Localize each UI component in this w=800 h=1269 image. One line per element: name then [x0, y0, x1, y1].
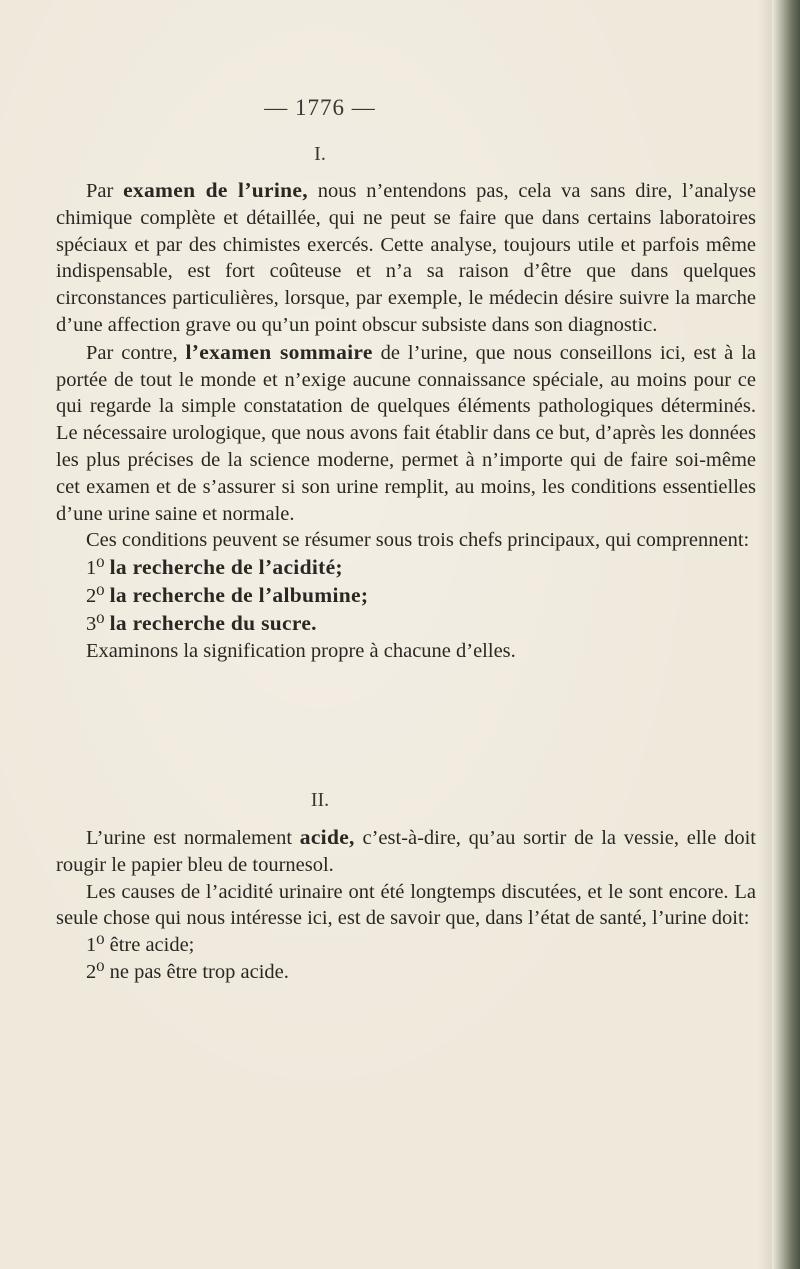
list-item	[56, 554, 756, 582]
item-text: la recherche de l’albumine;	[109, 582, 369, 607]
bold-term: acide,	[299, 825, 355, 849]
paragraph	[56, 177, 756, 339]
paragraph: Les causes de l’acidité urinaire ont été longtemps discutées, et le sont encore. La seule chose qui nous intéresse ici, est de savoir que, dans l’état de santé, l’urine doit:	[56, 880, 756, 930]
paragraph-text: de l’urine, que nous conseillons ici, est à la portée de tout le monde et n’exige aucune connaissance spéciale, au moins pour ce qui regarde la simple constatation de quelques éléments pathologiques déterminés. Le nécessaire urologique, que nous avons fait établir dans ce but, d’après les données les plus précises de la science moderne, permet à n’importe qui de faire soi-même cet examen et de s’assurer si son urine remplit, au moins, les conditions essentielles d’une urine saine et normale.	[56, 341, 756, 525]
paragraph: Ces conditions peuvent se résumer sous trois chefs principaux, qui comprennent:	[86, 529, 750, 552]
section-numeral-1: I.	[314, 143, 326, 165]
page-number: — 1776 —	[264, 95, 376, 120]
paragraph	[56, 824, 756, 879]
item-number: 1⁰	[86, 557, 110, 580]
item-text: être acide;	[109, 934, 195, 957]
list-item	[56, 932, 756, 959]
list-item	[56, 959, 756, 986]
paragraph: Examinons la signification propre à chacune d’elles.	[86, 639, 516, 662]
paragraph-lead: Par	[86, 180, 124, 202]
paragraph-lead: Par contre,	[86, 341, 186, 364]
section-numeral-2: II.	[310, 789, 330, 811]
page-edge-shadow	[772, 0, 800, 1269]
item-text: la recherche du sucre.	[109, 610, 317, 635]
item-number: 2⁰	[86, 584, 110, 607]
paragraph	[56, 339, 756, 528]
section-1-body	[56, 177, 756, 664]
item-number: 1⁰	[86, 934, 110, 957]
item-number: 3⁰	[86, 612, 110, 635]
bold-term: l’examen sommaire	[185, 339, 373, 364]
list-item	[56, 582, 756, 610]
section-2-body	[56, 824, 756, 986]
item-number: 2⁰	[86, 960, 110, 983]
item-text: la recherche de l’acidité;	[109, 555, 343, 580]
bold-term: examen de l’urine,	[123, 178, 308, 202]
list-item	[56, 610, 756, 638]
item-text: ne pas être trop acide.	[109, 960, 289, 983]
paragraph-text: c’est-à-dire, qu’au sortir de la vessie, elle doit rougir le papier bleu de tournesol.	[56, 827, 756, 876]
paragraph-text: nous n’entendons pas, cela va sans dire, l’analyse chimique complète et détaillée, qui ne peut se faire que dans certains laboratoires spéciaux et par des chimistes exercés. Cette analyse, toujours utile et parfois même indispensable, est fort coûteuse et n’a sa raison d’être que dans quelques circonstances particulières, lorsque, par exemple, le médecin désire suivre la marche d’une affection grave ou qu’un point obscur subsiste dans son diagnostic.	[56, 180, 757, 336]
paragraph-lead: L’urine est normalement	[86, 827, 300, 849]
